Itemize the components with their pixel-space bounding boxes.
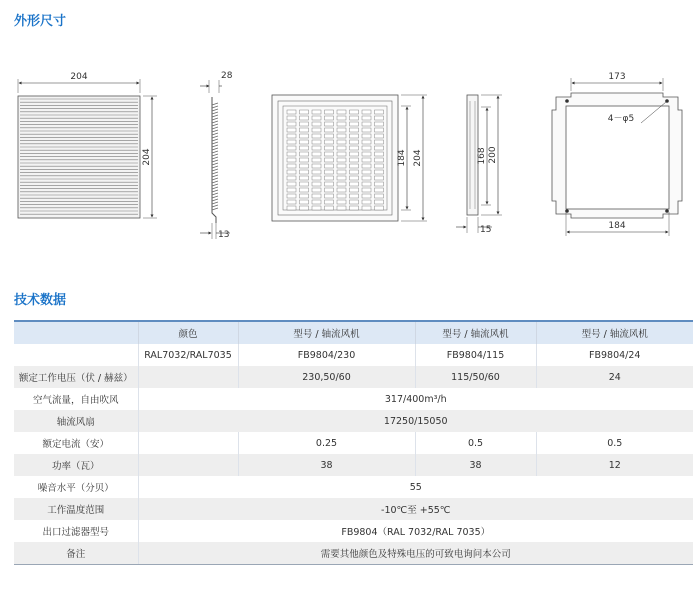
fin-line — [212, 190, 218, 192]
grille-slot — [312, 164, 321, 168]
grille-slot — [375, 182, 384, 186]
fin-line — [212, 184, 218, 186]
table-cell: 0.5 — [415, 432, 536, 454]
table-cell: FB9804（RAL 7032/RAL 7035） — [341, 527, 491, 538]
fin-line — [212, 178, 218, 180]
side-depth-label: 28 — [221, 71, 233, 81]
grille-slot — [325, 128, 334, 132]
grille-slot — [325, 170, 334, 174]
grille-slot — [312, 110, 321, 114]
grille-slot — [350, 200, 359, 204]
grille-slot — [337, 140, 346, 144]
grille-slot — [337, 170, 346, 174]
grille-slot — [300, 146, 309, 150]
grille-slot — [312, 134, 321, 138]
table-row — [14, 366, 693, 388]
grille-slot — [375, 152, 384, 156]
grille-slot — [350, 128, 359, 132]
table-cell: 38 — [415, 454, 536, 476]
table-header-row — [14, 321, 693, 344]
row-label: 额定电流（安） — [14, 432, 138, 454]
grille-slot — [287, 128, 296, 132]
table-cell: 230,50/60 — [238, 366, 415, 388]
grille-slot — [375, 158, 384, 162]
grille-slot — [337, 188, 346, 192]
front-width-label: 204 — [70, 72, 88, 82]
row-label: 出口过滤器型号 — [14, 520, 138, 542]
tech-section-title: 技术数据 — [14, 293, 67, 308]
fin-line — [212, 148, 218, 150]
grille-slot — [362, 158, 371, 162]
grille-outer-label: 204 — [413, 149, 423, 167]
table-row — [14, 454, 693, 476]
grille-slot — [337, 158, 346, 162]
table-cell: RAL7032/RAL7035 — [138, 344, 238, 366]
fin-line — [212, 115, 218, 117]
table-cell: 317/400m³/h — [384, 393, 447, 405]
grille-slot — [362, 128, 371, 132]
row-label: 轴流风扇 — [14, 410, 138, 432]
grille-slot — [312, 158, 321, 162]
fin-line — [212, 121, 218, 123]
fin-line — [212, 181, 218, 183]
fin-line — [212, 103, 218, 105]
filter-bottom-label: 15 — [480, 225, 492, 235]
grille-slot — [300, 110, 309, 114]
grille-slot — [300, 164, 309, 168]
grille-slot — [325, 110, 334, 114]
row-label: 噪音水平（分贝） — [14, 476, 138, 498]
grille-slot — [287, 176, 296, 180]
grille-slot — [325, 188, 334, 192]
row-label: 空气流量，自由吹风 — [14, 388, 138, 410]
fin-line — [212, 133, 218, 135]
filter-inner-label: 168 — [477, 147, 487, 165]
grille-slot — [337, 164, 346, 168]
grille-slot — [362, 110, 371, 114]
fin-line — [212, 196, 218, 198]
grille-slot — [350, 164, 359, 168]
fin-line — [212, 193, 218, 195]
side-profile-drawing — [200, 71, 233, 240]
grille-slot — [287, 152, 296, 156]
grille-slot — [362, 164, 371, 168]
row-label: 备注 — [14, 542, 138, 565]
grille-slot — [350, 122, 359, 126]
grille-slot — [325, 194, 334, 198]
grille-slot — [350, 152, 359, 156]
grille-slot — [325, 146, 334, 150]
grille-slot — [312, 182, 321, 186]
grille-slot — [350, 140, 359, 144]
row-label: 工作温度范围 — [14, 498, 138, 520]
fin-line — [212, 187, 218, 189]
table-cell: 17250/15050 — [138, 410, 693, 432]
grille-slot — [312, 116, 321, 120]
grille-slot — [287, 110, 296, 114]
table-row — [14, 344, 693, 366]
table-cell: FB9804/230 — [238, 344, 415, 366]
grille-slot — [312, 194, 321, 198]
grille-slot — [300, 182, 309, 186]
grille-slot — [375, 206, 384, 210]
grille-slot — [375, 170, 384, 174]
grille-slot — [312, 128, 321, 132]
grille-slot — [375, 146, 384, 150]
header-model-3: 型号 / 轴流风机 — [536, 321, 693, 344]
grille-slot — [287, 170, 296, 174]
fin-line — [212, 118, 218, 120]
grille-slot — [337, 152, 346, 156]
row-label: 额定工作电压（伏 / 赫兹） — [14, 366, 138, 388]
grille-slot — [312, 188, 321, 192]
grille-slot — [375, 140, 384, 144]
table-cell: FB9804/24 — [589, 349, 641, 361]
fin-line — [212, 127, 218, 129]
grille-slot — [362, 152, 371, 156]
grille-slot — [287, 158, 296, 162]
header-color: 颜色 — [138, 321, 238, 344]
front-view-drawing — [18, 72, 157, 218]
grille-slot — [362, 122, 371, 126]
fin-line — [212, 202, 218, 204]
back-top-label: 173 — [608, 72, 626, 82]
grille-slot — [350, 194, 359, 198]
grille-slot — [325, 122, 334, 126]
grille-slot — [287, 164, 296, 168]
grille-slot — [325, 134, 334, 138]
filter-side-drawing — [456, 95, 502, 235]
table-cell: 38 — [238, 454, 415, 476]
grille-slot — [287, 206, 296, 210]
header-model-2: 型号 / 轴流风机 — [415, 321, 536, 344]
grille-slot — [300, 134, 309, 138]
grille-slot — [362, 176, 371, 180]
fin-line — [212, 205, 218, 207]
grille-slot — [362, 182, 371, 186]
table-row — [14, 388, 693, 410]
grille-slot — [362, 116, 371, 120]
grille-slot — [362, 134, 371, 138]
fin-line — [212, 199, 218, 201]
fin-line — [212, 142, 218, 144]
grille-inner-label: 184 — [397, 149, 407, 167]
front-height-label: 204 — [142, 148, 152, 166]
fin-line — [212, 145, 218, 147]
table-row — [14, 498, 693, 520]
table-row — [14, 410, 693, 432]
grille-slot — [337, 200, 346, 204]
grille-slot — [312, 140, 321, 144]
table-row — [14, 476, 693, 498]
grille-slot — [300, 116, 309, 120]
grille-slot — [350, 134, 359, 138]
grille-slot — [312, 170, 321, 174]
grille-slot — [312, 206, 321, 210]
table-cell: FB9804/115 — [415, 344, 536, 366]
fin-line — [212, 163, 218, 165]
table-row — [14, 520, 693, 542]
grille-slot — [325, 206, 334, 210]
grille-slot — [337, 206, 346, 210]
fin-line — [212, 139, 218, 141]
fin-line — [212, 106, 218, 108]
dimension-drawings — [0, 55, 700, 255]
table-cell: 0.25 — [238, 432, 415, 454]
header-empty — [14, 321, 138, 344]
grille-slot — [325, 158, 334, 162]
grille-slot — [362, 170, 371, 174]
grille-slot — [325, 116, 334, 120]
table-cell: -10℃至 +55℃ — [138, 498, 693, 520]
grille-slot — [300, 158, 309, 162]
header-model-1: 型号 / 轴流风机 — [238, 321, 415, 344]
grille-slot — [375, 176, 384, 180]
grille-slot — [325, 140, 334, 144]
row-label: 功率（瓦） — [14, 454, 138, 476]
grille-slot — [337, 110, 346, 114]
grille-slot — [375, 110, 384, 114]
grille-slot — [312, 176, 321, 180]
grille-slot — [375, 116, 384, 120]
fin-line — [212, 124, 218, 126]
dimensions-section-title: 外形尺寸 — [14, 14, 67, 29]
table-cell: 需要其他颜色及特殊电压的可致电询问本公司 — [138, 542, 693, 565]
grille-slot — [287, 134, 296, 138]
table-cell: 24 — [536, 366, 693, 388]
grille-slot — [337, 194, 346, 198]
grille-slot — [287, 188, 296, 192]
back-bottom-label: 184 — [608, 221, 626, 231]
grille-slot — [375, 194, 384, 198]
grille-slot — [337, 182, 346, 186]
table-cell: 12 — [536, 454, 693, 476]
grille-slot — [300, 188, 309, 192]
grille-slot — [350, 110, 359, 114]
grille-slot — [350, 206, 359, 210]
grille-slot — [287, 116, 296, 120]
grille-slot — [337, 146, 346, 150]
grille-slot — [325, 182, 334, 186]
grille-slot — [300, 200, 309, 204]
grille-slot — [375, 164, 384, 168]
grille-slot — [350, 158, 359, 162]
grille-slot — [287, 200, 296, 204]
grille-slot — [337, 134, 346, 138]
grille-slot — [312, 122, 321, 126]
grille-slot — [350, 116, 359, 120]
grille-slot — [350, 188, 359, 192]
grille-slot — [312, 200, 321, 204]
filter-outer-label: 200 — [488, 146, 498, 164]
grille-slot — [312, 146, 321, 150]
grille-slot — [287, 146, 296, 150]
grille-slot — [362, 188, 371, 192]
grille-slot — [362, 146, 371, 150]
grille-slot — [350, 170, 359, 174]
grille-slot — [362, 194, 371, 198]
table-cell: 55 — [409, 481, 422, 493]
spec-table — [14, 320, 693, 565]
grille-front-drawing — [272, 95, 427, 221]
fin-line — [212, 172, 218, 174]
grille-slot — [362, 200, 371, 204]
grille-slot — [300, 206, 309, 210]
table-cell: 0.5 — [607, 437, 623, 449]
table-row — [14, 432, 693, 454]
grille-slot — [337, 128, 346, 132]
grille-slot — [325, 164, 334, 168]
grille-slot — [375, 134, 384, 138]
grille-slot — [300, 122, 309, 126]
fin-line — [212, 157, 218, 159]
grille-slot — [350, 182, 359, 186]
grille-slot — [362, 140, 371, 144]
grille-slot — [325, 152, 334, 156]
grille-slot — [300, 128, 309, 132]
table-cell: 115/50/60 — [415, 366, 536, 388]
grille-slot — [362, 206, 371, 210]
grille-slot — [300, 170, 309, 174]
grille-slot — [325, 200, 334, 204]
grille-slot — [337, 176, 346, 180]
back-view-drawing — [552, 72, 682, 236]
grille-slot — [325, 176, 334, 180]
fin-line — [212, 175, 218, 177]
fin-line — [212, 208, 218, 210]
grille-slot — [287, 140, 296, 144]
fin-line — [212, 169, 218, 171]
grille-slot — [300, 152, 309, 156]
grille-slot — [337, 116, 346, 120]
grille-slot — [375, 200, 384, 204]
grille-slot — [375, 128, 384, 132]
fin-line — [212, 112, 218, 114]
grille-slot — [287, 194, 296, 198]
mounting-hole-label: 4－φ5 — [607, 114, 635, 124]
fin-line — [212, 136, 218, 138]
grille-slot — [350, 146, 359, 150]
grille-slot — [312, 152, 321, 156]
grille-slot — [375, 122, 384, 126]
grille-slot — [300, 140, 309, 144]
grille-slot — [300, 176, 309, 180]
fin-line — [212, 160, 218, 162]
grille-slot — [287, 122, 296, 126]
grille-slot — [300, 194, 309, 198]
side-bottom-label: 13 — [218, 230, 230, 240]
fin-line — [212, 130, 218, 132]
grille-slot — [350, 176, 359, 180]
table-row — [14, 542, 693, 565]
fin-line — [212, 151, 218, 153]
fin-line — [212, 109, 218, 111]
fin-line — [212, 154, 218, 156]
fin-line — [212, 166, 218, 168]
grille-slot — [375, 188, 384, 192]
grille-slot — [287, 182, 296, 186]
grille-slot — [337, 122, 346, 126]
